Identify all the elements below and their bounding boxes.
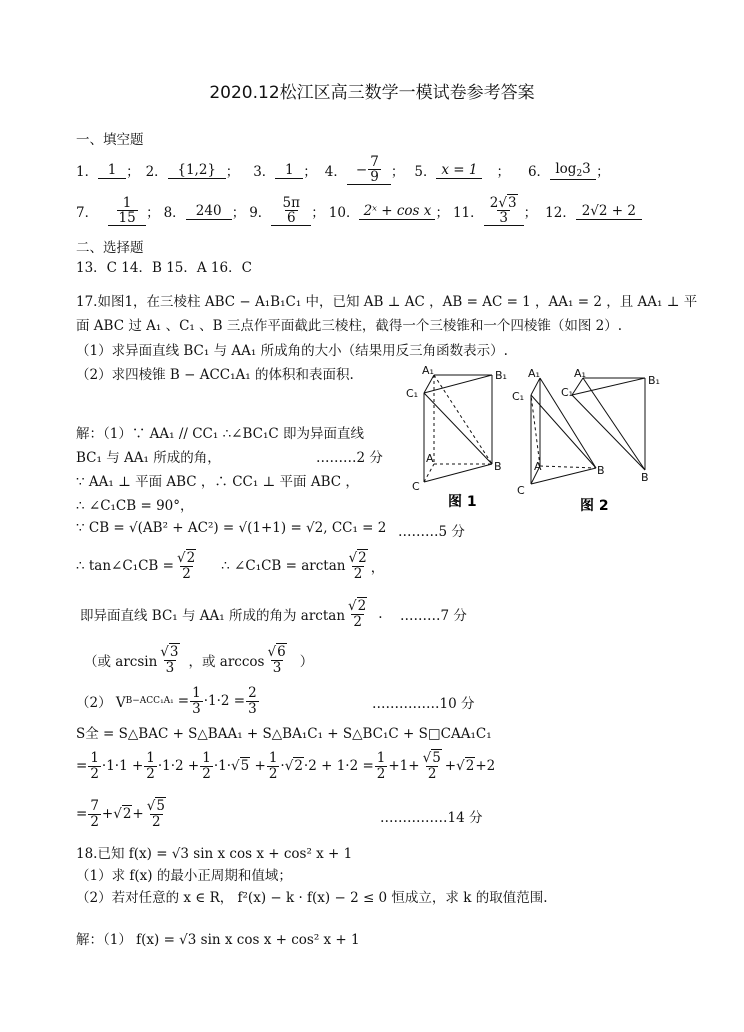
label: A₁ [528,367,540,380]
sol17-line2: BC₁ 与 AA₁ 所成的角， [76,450,221,466]
q10-num: 10． [328,205,360,221]
section-choice-heading: 二、选择题 [76,240,144,256]
arg: 3 [582,160,591,177]
q9-answer [271,196,311,226]
log: log [555,160,577,177]
q5-num: 5． [414,164,437,180]
q1-num: 1． [76,164,99,180]
sol17-line9: （2） V B−ACC₁A₁ = $\frac{1}{3}$ ·1·2 = $\frac{2}{3}$ [76,685,257,717]
q12-answer: 2√2 + 2 [576,203,642,220]
q8-answer: 240 [186,203,232,220]
subscript: B−ACC₁A₁ [125,696,174,706]
text: ∴ ∠C₁CB = arctan [221,558,346,574]
den: 15 [118,210,136,226]
q10-answer: 2ˣ + cos x [359,203,435,220]
q9-num: 9． [249,205,272,221]
text: ∴ tan∠C₁CB = [76,558,174,574]
q18-line1: 18.已知 f(x) = √3 sin x cos x + cos² x + 1 [76,846,353,862]
sol17-line12: = $\frac{7}{2}$ +√2+ $\frac{√5}{2}$ [76,798,165,830]
label: A₁ [574,367,586,380]
label: B [597,464,605,477]
sep: ； [496,164,510,180]
den: 9 [370,169,379,185]
q11-num: 11． [452,205,484,221]
label: A₁ [422,364,434,377]
q8-num: 8． [163,205,186,221]
coef: 2 [489,194,499,211]
section-fill-heading: 一、填空题 [76,132,144,148]
q5-answer: x = 1 [436,162,482,179]
sep: ； [390,164,405,180]
sep: ； [231,205,246,221]
sep: ； [311,205,325,221]
q18-solution-line1: 解：（1） f(x) = √3 sin x cos x + cos² x + 1 [76,932,360,948]
q17-line1: 17.如图1，在三棱柱 ABC − A₁B₁C₁ 中，已知 AB ⊥ AC ，AB = AC = 1 ，AA₁ = 2 ，且 AA₁ ⊥ 平 [76,294,698,310]
q1-answer: 1 [98,162,126,179]
sep: ； [225,164,240,180]
label: C [412,480,420,493]
choice-answers: 13．C 14．B 15．A 16．C [76,260,252,276]
sol17-line7: 即异面直线 BC₁ 与 AA₁ 所成的角为 arctan $\frac{√2}{2}$ . [80,598,383,630]
q12-num: 12． [545,205,576,221]
label: C₁ [406,387,419,400]
sol17-line1: 解：（1）∵ AA₁ // CC₁ ∴∠BC₁C 即为异面直线 [76,426,365,442]
q17-part2: （2）求四棱锥 B − ACC₁A₁ 的体积和表面积. [76,367,354,383]
label: C [517,484,525,497]
minus: − [355,161,368,178]
sol17-line10: S全 = S△BAC + S△BAA₁ + S△BA₁C₁ + S△BC₁C + S□CAA₁C₁ [76,726,492,742]
mark-10: ……………10 分 [372,696,475,712]
q2-num: 2． [145,164,168,180]
q3-num: 3． [253,164,276,180]
sep: ； [435,205,449,221]
q18-line3: （2）若对任意的 x ∈ R， f²(x) − k · f(x) − 2 ≤ 0 恒成立，求 k 的取值范围. [76,890,548,906]
mark-14: ……………14 分 [380,810,483,826]
q17-line2: 面 ABC 过 A₁ 、C₁ 、B 三点作平面截此三棱柱，截得一个三棱锥和一个四棱锥（如图 2）. [76,318,622,334]
equals: = [177,693,190,709]
sol17-line6: ∴ tan∠C₁CB = $\frac{√2}{2}$ ∴ ∠C₁CB = arctan $\frac{√2}{2}$ ， [76,550,385,582]
num: 5π [282,194,301,211]
q18-line2: （1）求 f(x) 的最小正周期和值域； [76,868,292,884]
prism-figures [400,360,680,520]
q3-answer: 1 [275,162,303,179]
den: 3 [499,210,508,226]
page-title: 2020.12松江区高三数学一模试卷参考答案 [209,83,535,103]
label: B [494,460,502,473]
figure-1-caption: 图 1 [448,494,477,510]
radicand: 3 [507,194,517,211]
sol17-line4: ∴ ∠C₁CB = 90°， [76,498,194,514]
figure-2 [531,378,645,484]
q7-answer [108,196,146,226]
label: B₁ [495,369,507,382]
sep: ； [303,164,317,180]
sep: ； [146,205,160,221]
q6-num: 6． [527,164,551,180]
q17-part1: （1）求异面直线 BC₁ 与 AA₁ 所成角的大小（结果用反三角函数表示）. [76,343,508,359]
fill-row-2 [76,192,642,230]
label: A [534,460,542,473]
label: C₁ [512,390,525,403]
fill-row-1 [76,153,610,187]
sol17-line11: = $\frac{1}{2}$ ·1·1 + $\frac{1}{2}$ ·1·2 + $\frac{1}{2}$ ·1·√5 + $\frac{1}{2}$ ·√2·2 + 1·2 = $\frac{1}{2}$ +1+ $\frac{√5}{2}$ +√2+2 [76,750,496,782]
num: 1 [122,194,132,211]
q4-num: 4． [324,164,347,180]
num: 7 [370,153,379,170]
q7-num: 7． [76,205,99,221]
base: 2 [576,168,583,179]
sep: ； [126,164,140,180]
sol17-line8: （或 arcsin $\frac{√3}{3}$ ，或 arccos $\frac{√6}{3}$ ） [84,644,314,676]
den: 6 [286,210,296,226]
sep: ； [523,205,538,221]
q6-answer [550,161,596,180]
q2-answer: {1,2} [168,162,226,179]
label: B₁ [648,374,660,387]
label: A [426,452,434,465]
label: C₁ [561,386,574,399]
label: B [641,471,649,484]
text: 即异面直线 BC₁ 与 AA₁ 所成的角为 arctan [80,608,346,624]
figure-1 [424,375,492,482]
figure-2-caption: 图 2 [580,498,609,514]
mark-7: ………7 分 [400,608,467,624]
sol17-line5: ∵ CB = √(AB² + AC²) = √(1+1) = √2, CC₁ = 2 [76,520,387,536]
sol17-line3: ∵ AA₁ ⊥ 平面 ABC ，∴ CC₁ ⊥ 平面 ABC ， [76,474,359,490]
mark-5: ………5 分 [398,524,465,540]
sep: ； [596,164,610,180]
text: （2） V [76,695,126,711]
q4-answer [347,155,391,185]
mark-2: ………2 分 [316,450,383,466]
q11-answer: $\frac{2√3}{3}$ [484,196,524,226]
